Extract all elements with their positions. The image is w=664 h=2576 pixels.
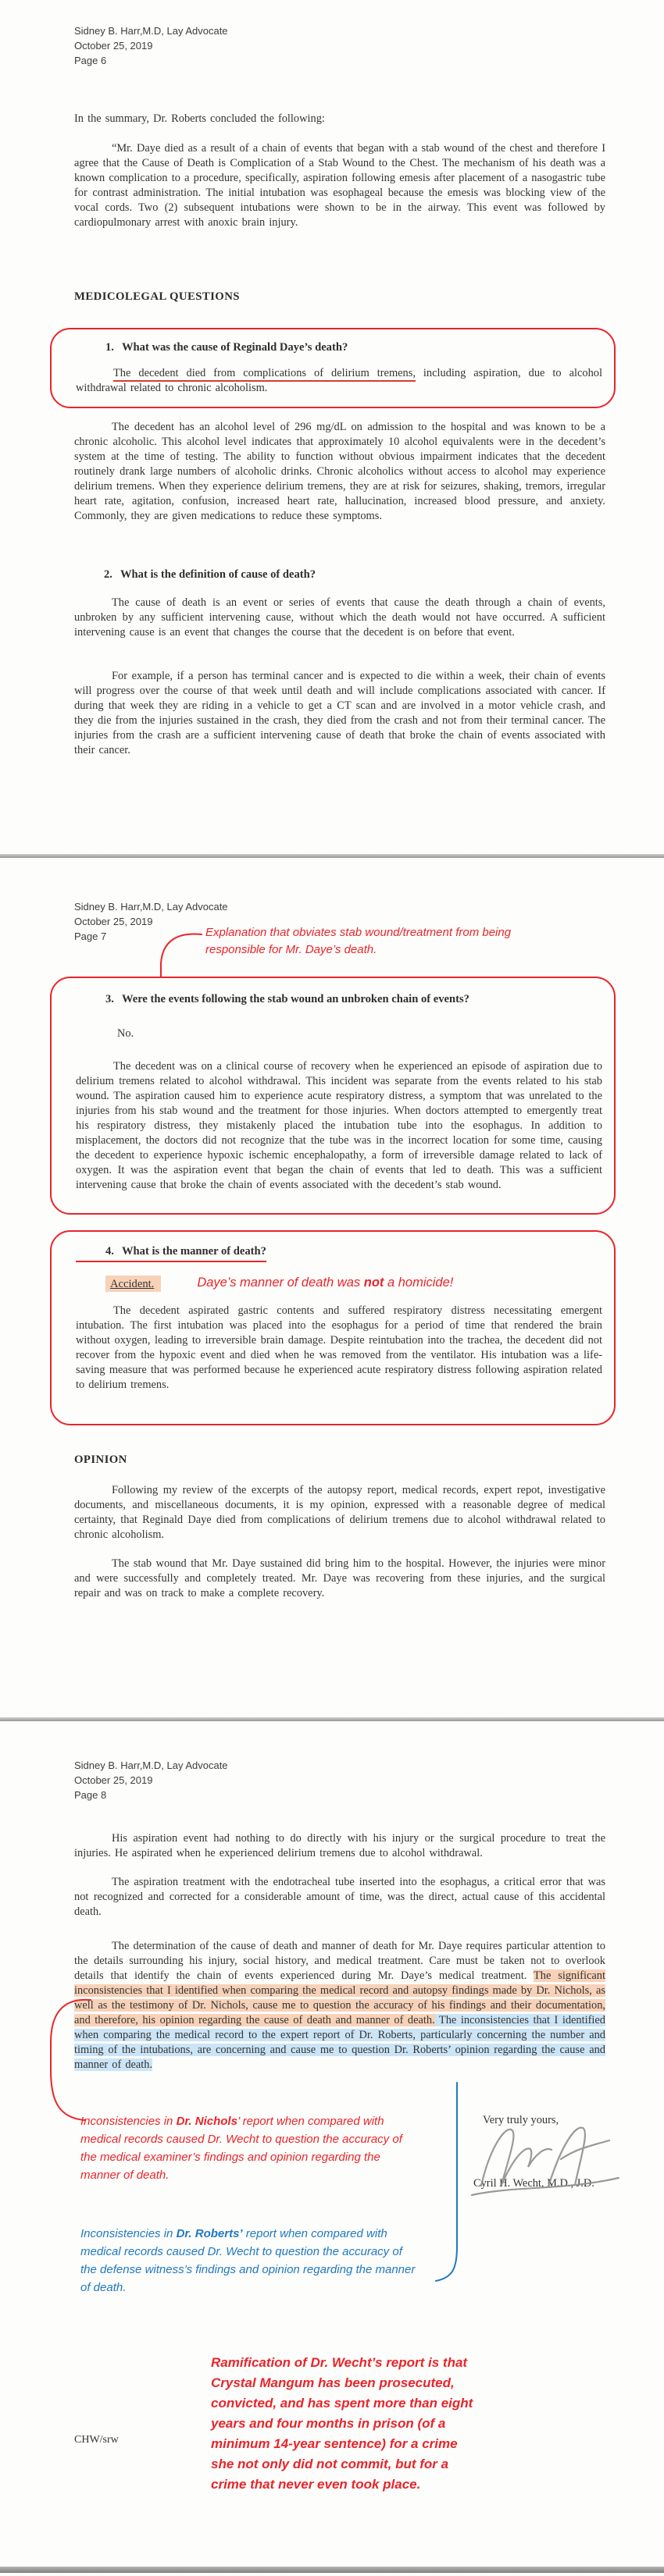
date-line: October 25, 2019 [74,916,153,927]
determination-plain-text: The determination of the cause of death and manner of death for Mr. Daye requires particular attention to the details surrounding his injury, social history, and medical treatment. Care must be taken not to overlook details that identify the chain of events experienced during Mr. Daye’s medical treatment. [74,1940,605,1982]
intro-paragraph: In the summary, Dr. Roberts concluded the following: [74,112,325,125]
terminal-cancer-example-paragraph: For example, if a person has terminal cancer and is expected to die within a week, their chain of events will progress over the course of that week until death and will include complications associated with cancer. If during that week they are riding in a vehicle to get a CT scan and are involved in a motor vehicle crash, and they die from the injuries sustained in the crash, they died from the crash and not from their terminal cancer. The injuries from the crash are a sufficient intervening cause of death that broke the chain of events associated with their cancer. [74,670,605,756]
nichols-inconsistencies-highlight: The significant inconsistencies that I identified when comparing the medical record and autopsy findings made by Dr. Nichols, as well as the testimony of Dr. Nichols, cause me to question the accuracy of his findings and their documentation, and therefore, his opinion regarding the cause of death and manner of death. [74,1969,606,2026]
question4-title: 4. What is the manner of death? [76,1244,602,1262]
question2-number: 2. [104,568,112,581]
question4-box [50,1230,616,1425]
closing-salutation: Very truly yours, [483,2114,559,2126]
question4-answer-row [76,1276,602,1291]
question1-box [50,328,616,408]
opinion-paragraph: Following my review of the excerpts of the autopsy report, medical records, expert repot, investigative documents, and miscellaneous documents, it is my opinion, expressed with a reasonable degree of medical certainty, that Reginald Daye died from complications of delirium tremens due to alcohol withdrawal related to chronic alcoholism. [74,1484,605,1541]
aspiration-treatment-paragraph: The aspiration treatment with the endotracheal tube inserted into the esophagus, a critical error that was not recognized and corrected for a considerable amount of time, was the direct, actual cause of this accidental death. [74,1876,605,1918]
question3-box [50,977,616,1215]
aspiration-event-paragraph: His aspiration event had nothing to do directly with his injury or the surgical procedure to treat the injuries. He aspirated when he experienced delirium tremens due to alcohol withdrawal. [74,1832,605,1859]
question2-title: 2. What is the definition of cause of death? [104,568,316,581]
question3-title: 3. Were the events following the stab wound an unbroken chain of events? [105,993,469,1005]
page-separator-bottom [0,2567,664,2573]
page-separator-2 [0,1717,664,1721]
question4-number: 4. [105,1245,114,1258]
question3-number: 3. [105,993,114,1005]
roberts-inconsistencies-highlight: The inconsistencies that I identified when comparing the medical record to the expert report of Dr. Roberts, particularly concerning the number and timing of the intubations, are concerning and cause me to question Dr. Roberts’ opinion regarding the cause and manner of death. [74,2014,605,2071]
section-heading-medicolegal: MEDICOLEGAL QUESTIONS [74,290,240,303]
determination-paragraph [74,1939,605,2073]
annotation-roberts-note: Inconsistencies in Dr. Roberts’ report when compared with medical records caused Dr. Wecht to question the accuracy of the defense witness’s findings and opinion regarding the manner of death. [80,2227,416,2294]
page-number: Page 8 [74,1789,107,1801]
question4-answer-paragraph: The decedent aspirated gastric contents and suffered respiratory distress necessitating emergent intubation. The first intubation was placed into the esophagus for a period of time that rendered the brain without oxygen, leading to irreversible brain damage. Despite reintubation into the trachea, the decedent did not recover from the hypoxic event and died when he was removed from the ventilator. His intubation was a life-saving measure that was performed because he experienced acute respiratory distress following aspiration related to delirium tremens. [76,1304,602,1391]
question3-answer-paragraph: The decedent was on a clinical course of recovery when he experienced an episode of aspiration due to delirium tremens related to alcohol withdrawal. This incident was separate from the events related to his stab wound. The aspiration caused him to experience acute respiratory distress, a symptom that was unrelated to the injuries from his stab wound and the treatment for those injuries. When doctors attempted to emergently treat his respiratory distress, they mistakenly placed the intubation tube into the esophagus. In addition to misplacement, the doctors did not recognize that the tube was in the incorrect location for some time, causing the decedent to experience hypoxic ischemic encephalopathy, a form of irreversible damage related to lack of oxygen. It was the aspiration event that began the chain of events that led to death. This was a sufficient intervening cause that broke the chain of events associated with the decedent’s stab wound. [76,1060,602,1191]
opinion-heading: OPINION [74,1453,127,1466]
annotation-explanation-note: Explanation that obviates stab wound/treatment from being responsible for Mr. Daye’s death. [205,926,512,956]
signatory-name: Cyril H. Wecht, M.D., J.D. [473,2177,594,2190]
accident-highlight: Accident. [105,1276,161,1292]
roberts-summary-quote: “Mr. Daye died as a result of a chain of events that began with a stab wound of the chest and therefore I agree that the Cause of Death is Complication of a Stab Wound to the Chest. The mechanism of his death was a known complication to a procedure, specifically, aspiration following emesis after placement of a nasogastric tube for contrast administration. The initial intubation was esophageal because the emesis was blocking view of the vocal cords. Two (2) subsequent intubations were shown to be in the airway. This event was followed by cardiopulmonary arrest with anoxic brain injury. [74,142,605,229]
page-number: Page 6 [74,55,107,66]
question1-answer: The decedent died from complications of delirium tremens, including aspiration, due to alcohol withdrawal related to chronic alcoholism. [76,367,602,394]
blue-connector-roberts [436,2083,457,2281]
alcohol-level-paragraph: The decedent has an alcohol level of 296 mg/dL on admission to the hospital and was known to be a chronic alcoholic. This alcohol level indicates that approximately 10 alcohol equivalents were in the decedent’s system at the time of testing. The ability to function without obvious impairment indicates that the decedent routinely drank large numbers of alcoholic drinks. Chronic alcoholics without access to alcohol may experience delirium tremens. When they experience delirium tremens, they are at risk for seizures, shaking, tremors, irregular heart rate, agitation, confusion, increased heart rate, hallucination, increased blood pressure, and anxiety. Commonly, they are given medications to reduce these symptoms. [74,421,605,522]
question1-title: 1. What was the cause of Reginald Daye’s death? [105,341,348,354]
date-line: October 25, 2019 [74,40,153,52]
annotation-ramification-note: Ramification of Dr. Wecht’s report is that Crystal Mangum has been prosecuted, convicted, and has spent more than eight years and four months in prison (of a minimum 14-year sentence) for a crime she not only did not commit, but for a crime that never even took place. [211,2355,473,2492]
stab-wound-recovery-paragraph: The stab wound that Mr. Daye sustained did bring him to the hospital. However, the injuries were minor and were successfully and completely treated. Mr. Daye was recovering from these injuries, and the surgical repair and was on track to make a complete recovery. [74,1557,605,1599]
annotation-nichols-note: Inconsistencies in Dr. Nichols’ report when compared with medical records caused Dr. Wecht to question the accuracy of the medical examiner’s findings and opinion regarding the manner of death. [80,2115,402,2182]
question3-answer-no: No. [117,1027,134,1040]
annotation-not-homicide: Daye’s manner of death was not a homicide! [197,1276,454,1290]
page-number: Page 7 [74,930,107,942]
answer-underlined-segment: The decedent died from complications of delirium tremens, [113,367,416,382]
author-line: Sidney B. Harr,M.D, Lay Advocate [74,1759,228,1771]
date-line: October 25, 2019 [74,1774,153,1786]
page6-header [74,23,228,68]
page8-header [74,1758,228,1802]
typist-initials: CHW/srw [74,2434,119,2446]
author-line: Sidney B. Harr,M.D, Lay Advocate [74,901,228,913]
author-line: Sidney B. Harr,M.D, Lay Advocate [74,25,228,37]
cause-of-death-definition-paragraph: The cause of death is an event or series of events that cause the death through a chain of events, unbroken by any sufficient intervening cause, without which the death would not have occurred. A sufficient intervening cause is an event that changes the course that the decedent is on before that event. [74,596,605,639]
question1-number: 1. [105,341,114,354]
page-separator-1 [0,854,664,858]
